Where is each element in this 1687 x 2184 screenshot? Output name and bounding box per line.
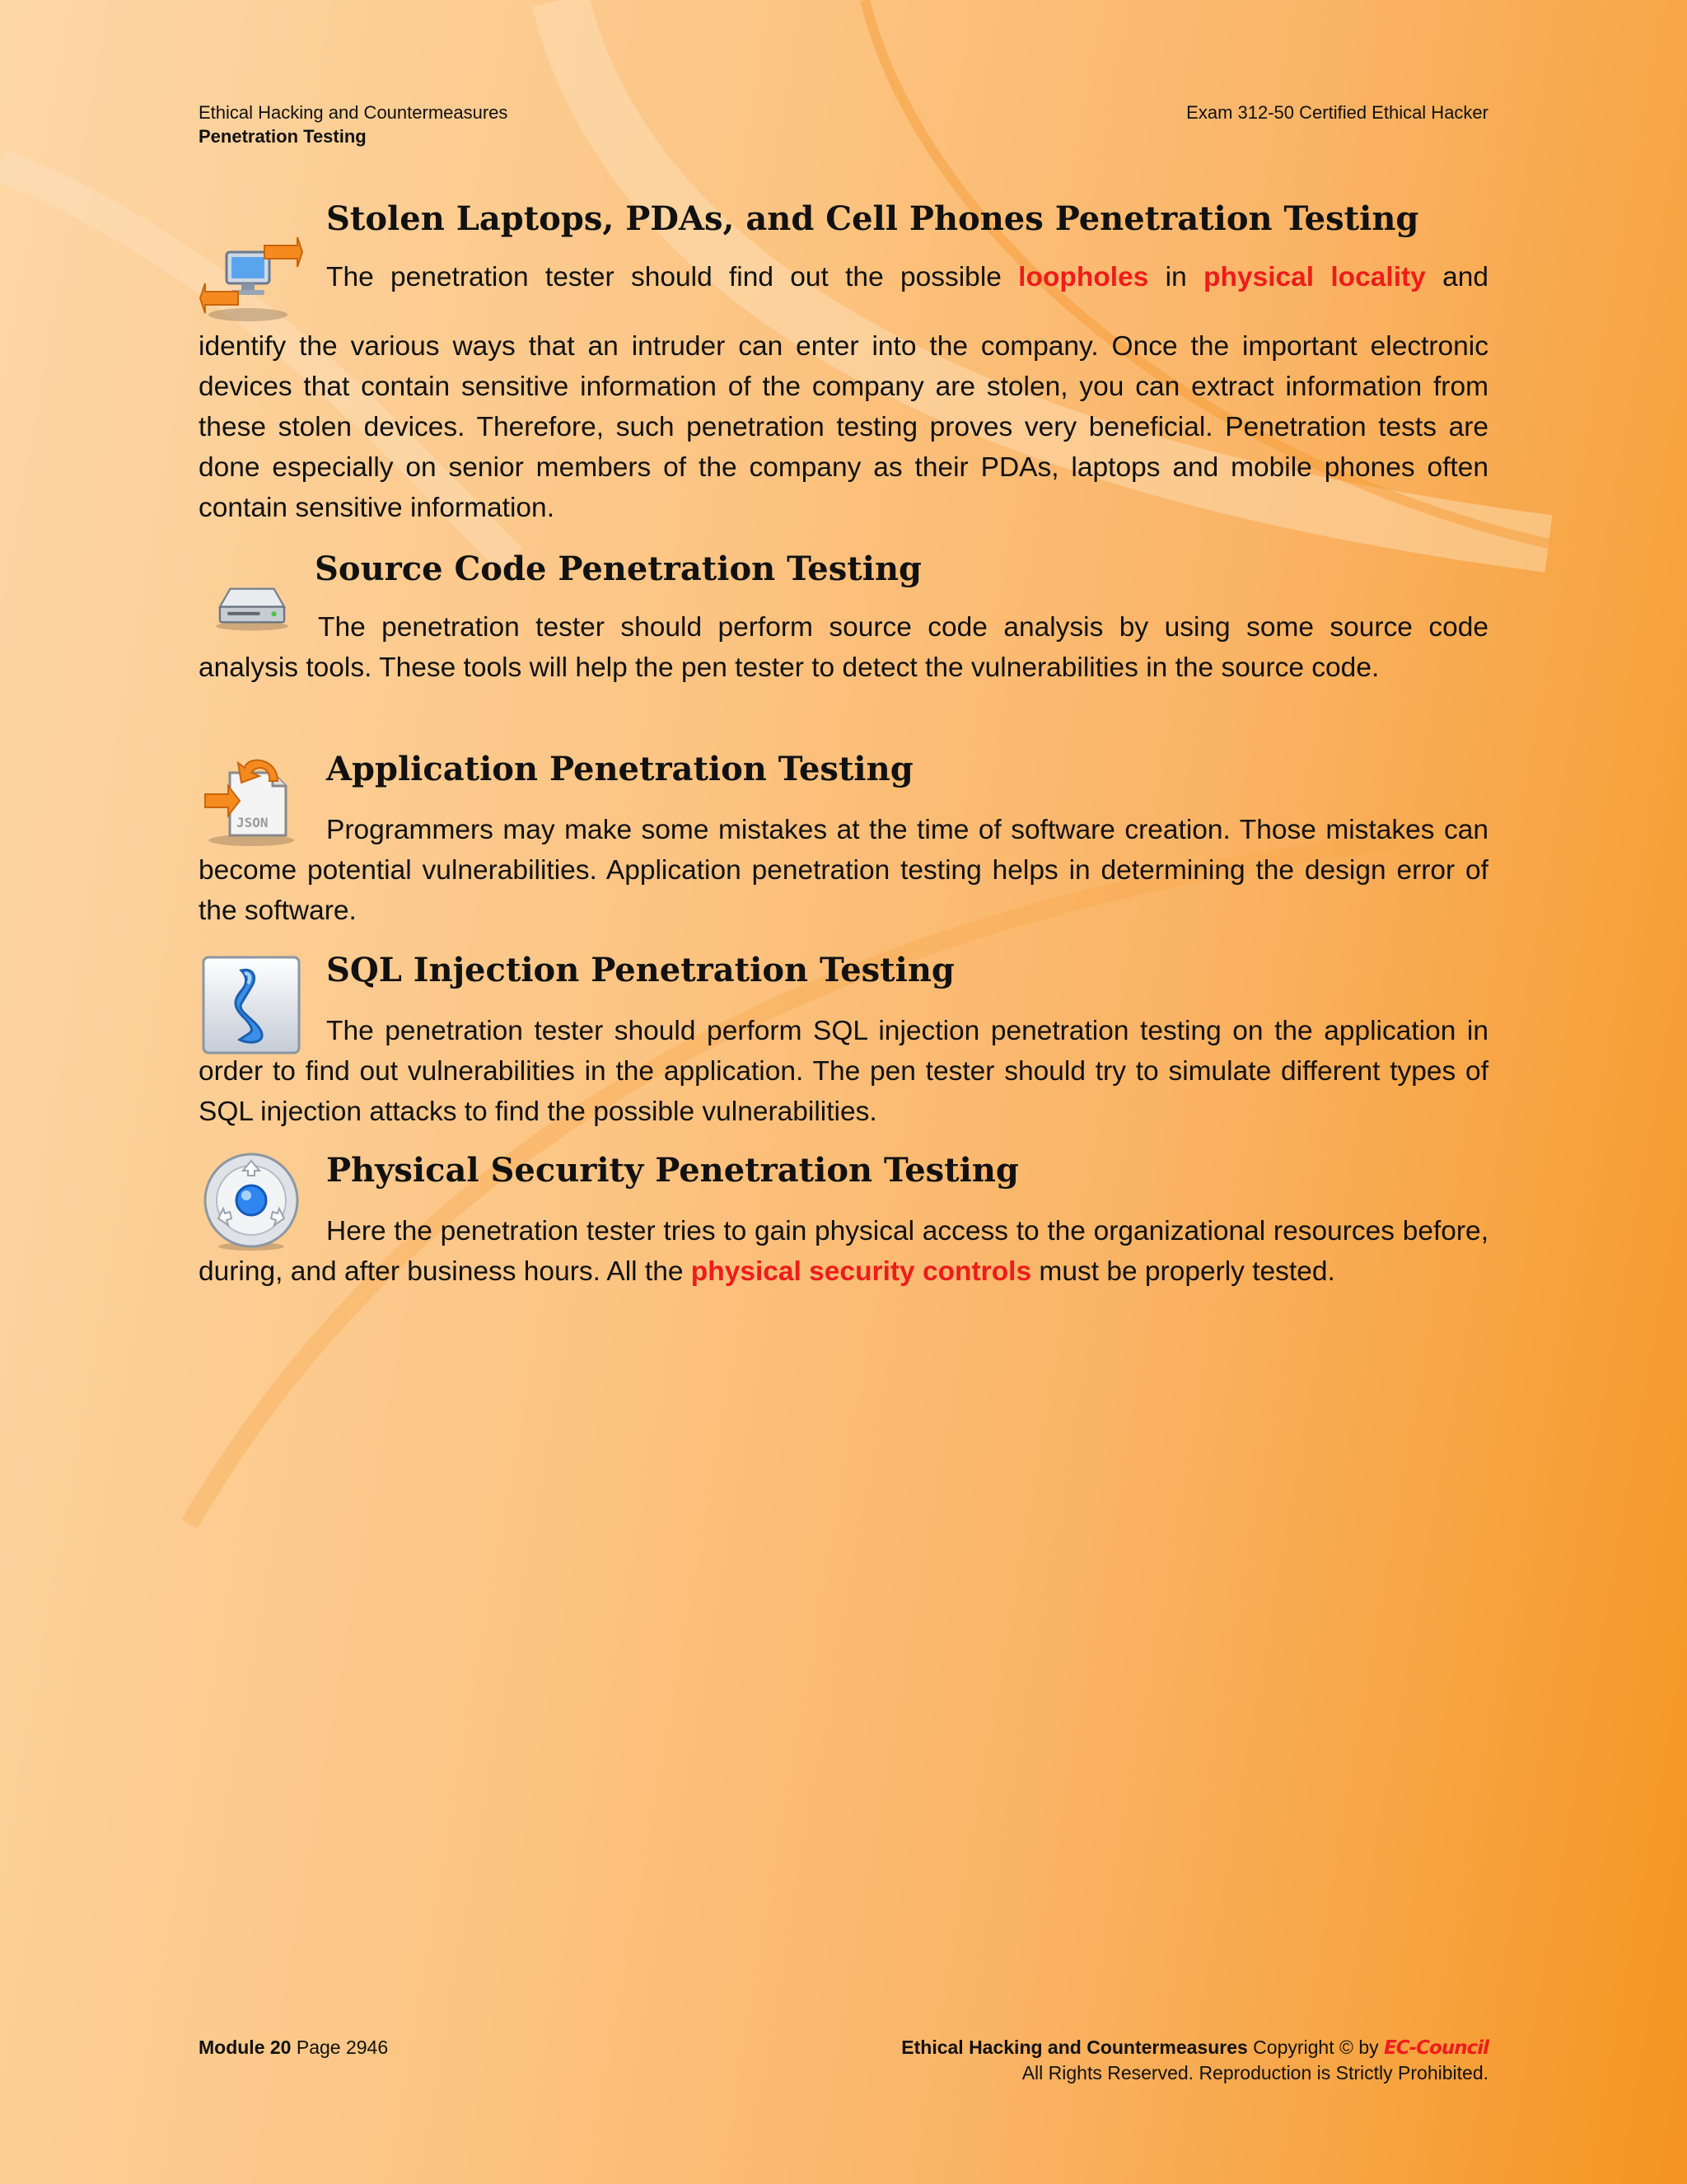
body-text: Here the penetration tester tries to gain physical access to the organizational resources before, during, and after business hours. All the <box>199 1216 1488 1287</box>
page-footer-right <box>901 2035 1488 2085</box>
section-application <box>199 748 1488 938</box>
section-heading: Stolen Laptops, PDAs, and Cell Phones Penetration Testing <box>326 199 1419 238</box>
section-heading: Application Penetration Testing <box>326 750 914 788</box>
highlight-loopholes: loopholes <box>1018 262 1149 292</box>
section-source-code <box>199 548 1488 737</box>
section-body: The penetration tester should perform source code analysis by using some source code analysis tools. These tools will help the pen tester to detect the vulnerabilities in the source code. <box>199 612 1488 683</box>
section-body <box>199 1211 1488 1292</box>
device-transfer-icon <box>199 222 304 328</box>
section-heading: Physical Security Penetration Testing <box>326 1151 1019 1190</box>
footer-copyright-title: Ethical Hacking and Countermeasures <box>901 2037 1248 2058</box>
section-physical-security <box>199 1149 1488 1339</box>
intro-text: in <box>1148 262 1204 292</box>
header-course-title: Ethical Hacking and Countermeasures <box>199 102 508 123</box>
section-heading: Source Code Penetration Testing <box>315 550 922 588</box>
body-text: must be properly tested. <box>1031 1256 1335 1287</box>
footer-rights: All Rights Reserved. Reproduction is Strictly Prohibited. <box>1021 2062 1488 2083</box>
ec-council-logo: EC-Council <box>1384 2037 1488 2059</box>
footer-module: Module 20 <box>199 2037 292 2058</box>
highlight-physical-locality: physical locality <box>1203 262 1426 292</box>
highlight-physical-security-controls: physical security controls <box>690 1256 1032 1287</box>
intro-text: The penetration tester should find out the possible <box>326 262 1019 292</box>
section-sql-injection <box>199 949 1488 1139</box>
section-heading: SQL Injection Penetration Testing <box>326 951 955 989</box>
section-intro <box>326 257 1488 297</box>
page-header-left <box>199 101 507 148</box>
page-footer-left <box>199 2035 388 2060</box>
footer-copyright-by: Copyright © by <box>1253 2037 1379 2058</box>
footer-page-number: Page 2946 <box>296 2037 389 2058</box>
section-body: identify the various ways that an intruder can enter into the company. Once the important electronic devices that contain sensitive information of the company are stolen, you can extract information from these stolen devices. Therefore, such penetration testing proves very beneficial. Penetration tests are done especially on senior members of the company as their PDAs, laptops and mobile phones often contain sensitive information. <box>199 331 1488 523</box>
section-body: The penetration tester should perform SQL injection penetration testing on the application in order to find out vulnerabilities in the application. The pen tester should try to simulate different types of SQL injection attacks to find the possible vulnerabilities. <box>199 1016 1488 1127</box>
section-stolen-devices <box>199 198 1488 535</box>
section-body: Programmers may make some mistakes at the time of software creation. Those mistakes can become potential vulnerabilities. Application penetration testing helps in determining the design error of the software. <box>199 815 1488 926</box>
svg-text:JSON: JSON <box>236 815 269 830</box>
header-module-topic: Penetration Testing <box>199 126 367 147</box>
header-exam-title: Exam 312-50 Certified Ethical Hacker <box>1186 102 1488 123</box>
intro-text: and <box>1425 262 1488 292</box>
